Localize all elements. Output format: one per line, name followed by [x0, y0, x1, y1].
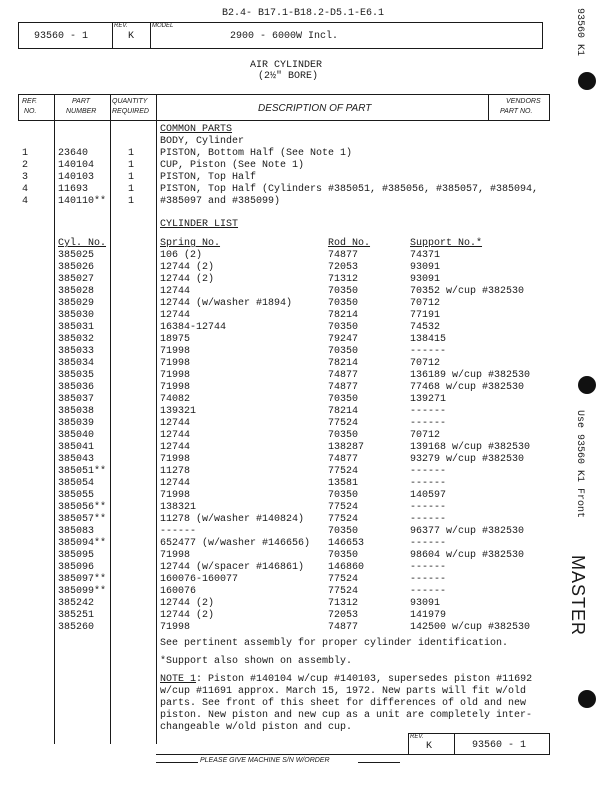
common-qty: 1	[128, 196, 135, 207]
hdr-rod-no: Rod No.	[328, 238, 371, 249]
rev-label: REV.	[114, 23, 128, 29]
cylinder-rod: 74877	[328, 382, 359, 393]
common-ref: 2	[22, 160, 29, 171]
cylinder-rod: 74877	[328, 250, 359, 261]
cylinder-cyl: 385095	[58, 550, 95, 561]
common-desc: #385097 and #385099)	[160, 196, 281, 207]
col-divider-desc	[488, 94, 489, 121]
colhdr-left	[18, 94, 19, 121]
common-desc: PISTON, Top Half (Cylinders #385051, #385056, #385057, #385094,	[160, 184, 539, 195]
cylinder-spring: 71998	[160, 358, 191, 369]
cylinder-spring: 160076	[160, 586, 197, 597]
cylinder-support: ------	[410, 562, 447, 573]
cylinder-cyl: 385027	[58, 274, 95, 285]
cylinder-rod: 13581	[328, 478, 359, 489]
hdr-spring-no: Spring No.	[160, 238, 221, 249]
cylinder-cyl: 385057**	[58, 514, 107, 525]
cylinder-support: 70352 w/cup #382530	[410, 286, 525, 297]
cylinder-support: 70712	[410, 298, 441, 309]
cylinder-list-title: CYLINDER LIST	[160, 219, 239, 230]
order-rule-left	[156, 762, 198, 763]
header-bottom-border	[18, 48, 542, 49]
common-qty: 1	[128, 184, 135, 195]
header-left-border	[18, 22, 19, 49]
top-code: B2.4- B17.1-B18.2-D5.1-E6.1	[222, 8, 385, 19]
cylinder-spring: ------	[160, 526, 197, 537]
col-ref-a: REF.	[22, 98, 38, 105]
cylinder-cyl: 385251	[58, 610, 95, 621]
cylinder-rod: 70350	[328, 286, 359, 297]
cylinder-spring: 106 (2)	[160, 250, 203, 261]
cylinder-spring: 139321	[160, 406, 197, 417]
common-parts-title: COMMON PARTS	[160, 124, 233, 135]
common-qty: 1	[128, 160, 135, 171]
cylinder-spring: 71998	[160, 370, 191, 381]
cylinder-rod: 138287	[328, 442, 365, 453]
cylinder-spring: 138321	[160, 502, 197, 513]
cylinder-cyl: 385039	[58, 418, 95, 429]
cylinder-support: ------	[410, 502, 447, 513]
cylinder-cyl: 385036	[58, 382, 95, 393]
note1-line-2: parts. See front of this sheet for differences of old and new	[160, 698, 527, 709]
cylinder-rod: 146860	[328, 562, 365, 573]
cylinder-cyl: 385029	[58, 298, 95, 309]
model-label: MODEL	[152, 23, 174, 29]
title-line2: (2½" BORE)	[258, 71, 319, 82]
cylinder-cyl: 385097**	[58, 574, 107, 585]
hdr-support-no: Support No.*	[410, 238, 483, 249]
master-stamp: MASTER	[568, 555, 588, 637]
cylinder-rod: 79247	[328, 334, 359, 345]
cylinder-rod: 70350	[328, 430, 359, 441]
cylinder-rod: 77524	[328, 586, 359, 597]
cylinder-spring: 74082	[160, 394, 191, 405]
common-part: 140110**	[58, 196, 107, 207]
cylinder-rod: 70350	[328, 526, 359, 537]
cylinder-support: 98604 w/cup #382530	[410, 550, 525, 561]
footer-left	[408, 733, 409, 755]
col-divider-qty	[156, 94, 157, 744]
cylinder-cyl: 385040	[58, 430, 95, 441]
cylinder-cyl: 385038	[58, 406, 95, 417]
cylinder-cyl: 385037	[58, 394, 95, 405]
cylinder-support: ------	[410, 478, 447, 489]
hdr-cyl-no: Cyl. No.	[58, 238, 107, 249]
col-qty-b: REQUIRED	[112, 108, 149, 115]
cylinder-spring: 12744	[160, 286, 191, 297]
cylinder-support: 140597	[410, 490, 447, 501]
cylinder-spring: 12744 (2)	[160, 610, 215, 621]
common-part: 23640	[58, 148, 89, 159]
colhdr-top	[18, 94, 550, 95]
cylinder-cyl: 385025	[58, 250, 95, 261]
cylinder-cyl: 385033	[58, 346, 95, 357]
note1-line-0: : Piston #140104 w/cup #140103, supersedes piston #11692	[196, 674, 533, 685]
cylinder-cyl: 385083	[58, 526, 95, 537]
cylinder-spring: 71998	[160, 490, 191, 501]
footer-rev-value: K	[426, 741, 433, 752]
cylinder-spring: 71998	[160, 454, 191, 465]
cylinder-rod: 78214	[328, 358, 359, 369]
cylinder-spring: 12744 (2)	[160, 598, 215, 609]
cylinder-rod: 74877	[328, 622, 359, 633]
cylinder-support: ------	[410, 514, 447, 525]
cylinder-rod: 70350	[328, 394, 359, 405]
common-desc: BODY, Cylinder	[160, 136, 245, 147]
cylinder-support: 93091	[410, 598, 441, 609]
footer-divider	[454, 733, 455, 755]
cylinder-spring: 652477 (w/washer #146656)	[160, 538, 311, 549]
cylinder-cyl: 385043	[58, 454, 95, 465]
cylinder-rod: 70350	[328, 322, 359, 333]
common-ref: 4	[22, 184, 29, 195]
cylinder-rod: 71312	[328, 598, 359, 609]
cylinder-support: ------	[410, 406, 447, 417]
cylinder-support: 136189 w/cup #382530	[410, 370, 531, 381]
cylinder-spring: 71998	[160, 550, 191, 561]
common-ref: 4	[22, 196, 29, 207]
cylinder-support: 93091	[410, 262, 441, 273]
cylinder-rod: 77524	[328, 418, 359, 429]
model-value: 2900 - 6000W Incl.	[230, 31, 339, 42]
cylinder-rod: 70350	[328, 346, 359, 357]
cylinder-support: 141979	[410, 610, 447, 621]
col-description: DESCRIPTION OF PART	[258, 103, 372, 114]
note-pertinent: See pertinent assembly for proper cylinder identification.	[160, 638, 509, 649]
cylinder-cyl: 385041	[58, 442, 95, 453]
footer-doc-number: 93560 - 1	[472, 740, 527, 751]
cylinder-cyl: 385094**	[58, 538, 107, 549]
cylinder-support: 139271	[410, 394, 447, 405]
col-vendors-b: PART NO.	[500, 108, 533, 115]
cylinder-rod: 70350	[328, 550, 359, 561]
cylinder-cyl: 385099**	[58, 586, 107, 597]
common-desc: PISTON, Bottom Half (See Note 1)	[160, 148, 353, 159]
cylinder-support: ------	[410, 466, 447, 477]
cylinder-cyl: 385096	[58, 562, 95, 573]
cylinder-rod: 74877	[328, 454, 359, 465]
header-divider-1	[112, 22, 113, 49]
col-ref-b: NO.	[24, 108, 37, 115]
cylinder-spring: 16384-12744	[160, 322, 227, 333]
colhdr-right	[549, 94, 550, 121]
cylinder-support: 138415	[410, 334, 447, 345]
cylinder-cyl: 385028	[58, 286, 95, 297]
common-qty: 1	[128, 172, 135, 183]
common-part: 11693	[58, 184, 89, 195]
header-divider-2	[150, 22, 151, 49]
col-part-a: PART	[72, 98, 91, 105]
cylinder-cyl: 385055	[58, 490, 95, 501]
cylinder-support: 93279 w/cup #382530	[410, 454, 525, 465]
cylinder-cyl: 385034	[58, 358, 95, 369]
cylinder-cyl: 385031	[58, 322, 95, 333]
cylinder-rod: 77524	[328, 514, 359, 525]
cylinder-support: 70712	[410, 358, 441, 369]
cylinder-spring: 71998	[160, 382, 191, 393]
note1-line-4: changeable w/old piston and cup.	[160, 722, 353, 733]
cylinder-spring: 12744	[160, 430, 191, 441]
cylinder-rod: 70350	[328, 490, 359, 501]
cylinder-rod: 72053	[328, 262, 359, 273]
order-note: PLEASE GIVE MACHINE S/N W/ORDER	[200, 757, 330, 764]
note-support: *Support also shown on assembly.	[160, 656, 353, 667]
cylinder-support: 139168 w/cup #382530	[410, 442, 531, 453]
cylinder-support: 77468 w/cup #382530	[410, 382, 525, 393]
cylinder-rod: 146653	[328, 538, 365, 549]
cylinder-support: ------	[410, 586, 447, 597]
footer-bottom	[156, 754, 550, 755]
note1-line-1: w/cup #11691 approx. March 15, 1972. New parts will fit w/old	[160, 686, 527, 697]
footer-rev-label: REV.	[410, 734, 424, 740]
cylinder-rod: 77524	[328, 466, 359, 477]
note-1-first-line	[160, 674, 532, 685]
common-part: 140104	[58, 160, 95, 171]
cylinder-rod: 70350	[328, 298, 359, 309]
cylinder-cyl: 385260	[58, 622, 95, 633]
cylinder-cyl: 385026	[58, 262, 95, 273]
cylinder-cyl: 385056**	[58, 502, 107, 513]
cylinder-spring: 11278	[160, 466, 191, 477]
cylinder-cyl: 385032	[58, 334, 95, 345]
common-ref: 1	[22, 148, 29, 159]
cylinder-rod: 78214	[328, 406, 359, 417]
cylinder-cyl: 385054	[58, 478, 95, 489]
cylinder-rod: 72053	[328, 610, 359, 621]
cylinder-spring: 71998	[160, 346, 191, 357]
hole-punch-top	[578, 72, 596, 90]
col-divider-part	[110, 94, 111, 744]
cylinder-cyl: 385035	[58, 370, 95, 381]
cylinder-spring: 12744 (w/spacer #146861)	[160, 562, 305, 573]
cylinder-spring: 71998	[160, 622, 191, 633]
cylinder-spring: 12744	[160, 418, 191, 429]
cylinder-support: ------	[410, 418, 447, 429]
cylinder-rod: 77524	[328, 502, 359, 513]
cylinder-spring: 160076-160077	[160, 574, 239, 585]
cylinder-support: 93091	[410, 274, 441, 285]
cylinder-spring: 12744	[160, 478, 191, 489]
common-desc: CUP, Piston (See Note 1)	[160, 160, 305, 171]
cylinder-support: 70712	[410, 430, 441, 441]
cylinder-spring: 12744 (w/washer #1894)	[160, 298, 293, 309]
col-divider-ref	[54, 94, 55, 744]
common-qty: 1	[128, 148, 135, 159]
rev-value: K	[128, 31, 135, 42]
footer-right	[549, 733, 550, 755]
hole-punch-bottom	[578, 690, 596, 708]
common-ref: 3	[22, 172, 29, 183]
cylinder-spring: 12744	[160, 310, 191, 321]
cylinder-support: ------	[410, 346, 447, 357]
doc-number: 93560 - 1	[34, 31, 89, 42]
cylinder-support: 142500 w/cup #382530	[410, 622, 531, 633]
cylinder-support: 77191	[410, 310, 441, 321]
col-part-b: NUMBER	[66, 108, 97, 115]
cylinder-rod: 78214	[328, 310, 359, 321]
cylinder-support: 74371	[410, 250, 441, 261]
col-qty-a: QUANTITY	[112, 98, 148, 105]
col-vendors-a: VENDORS	[506, 98, 541, 105]
side-top-code: 93560 K1	[574, 8, 585, 57]
cylinder-spring: 12744	[160, 442, 191, 453]
cylinder-cyl: 385051**	[58, 466, 107, 477]
title-line1: AIR CYLINDER	[250, 60, 323, 71]
header-right-border	[542, 22, 543, 49]
common-part: 140103	[58, 172, 95, 183]
cylinder-support: 96377 w/cup #382530	[410, 526, 525, 537]
cylinder-support: ------	[410, 574, 447, 585]
cylinder-spring: 12744 (2)	[160, 274, 215, 285]
cylinder-spring: 12744 (2)	[160, 262, 215, 273]
hole-punch-middle	[578, 376, 596, 394]
cylinder-cyl: 385242	[58, 598, 95, 609]
cylinder-cyl: 385030	[58, 310, 95, 321]
common-desc: PISTON, Top Half	[160, 172, 257, 183]
cylinder-rod: 77524	[328, 574, 359, 585]
header-top-border	[18, 22, 542, 23]
order-rule-right	[358, 762, 400, 763]
side-use-text: Use 93560 K1 Front	[574, 410, 585, 519]
note1-label: NOTE 1	[160, 674, 197, 685]
cylinder-rod: 74877	[328, 370, 359, 381]
cylinder-support: ------	[410, 538, 447, 549]
cylinder-rod: 71312	[328, 274, 359, 285]
note1-line-3: piston. New piston and new cup as a unit are completely inter-	[160, 710, 533, 721]
footer-top	[408, 733, 550, 734]
cylinder-spring: 11278 (w/washer #140824)	[160, 514, 305, 525]
cylinder-support: 74532	[410, 322, 441, 333]
cylinder-spring: 18975	[160, 334, 191, 345]
colhdr-bottom	[18, 120, 550, 121]
